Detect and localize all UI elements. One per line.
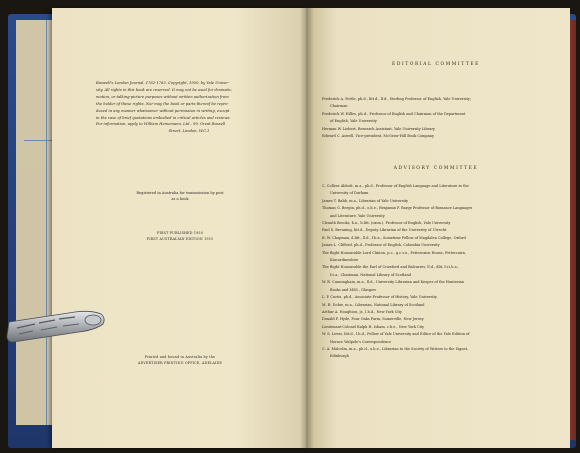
committee-member-line: M. R. Dobie, m.a., Librarian, National Library of Scotland (322, 302, 425, 307)
editorial-committee-list (322, 96, 558, 140)
printer-line: ADVERTISER PRINTING OFFICE, ADELAIDE (138, 361, 222, 365)
registration-line: Registered in Australia for transmission by post (136, 191, 224, 195)
committee-member-line: R. W. Chapman, d.litt., ll.d., f.b.a., Sometime Fellow of Magdalen College, Oxford (322, 235, 466, 240)
copyright-line: sity. All rights in this book are reserved. It may not be used for dramatic, (96, 87, 233, 92)
committee-member-line: Thomas G. Bergin, ph.d., o.b.e., Benjamin F. Barge Professor of Romance Languages (322, 206, 473, 211)
copyright-line: For information, apply to William Heinemann, Ltd., 99, Great Russell (96, 122, 226, 127)
copyright-line: motion, or talking-picture purposes without written authorization from (96, 94, 229, 99)
committee-member-line: Horace Walpole's Correspondence (330, 339, 392, 344)
committee-member-line: University of Durham (330, 191, 369, 196)
committee-member-line: Edinburgh (330, 354, 349, 359)
committee-member-line: Donald F. Hyde, Four Oaks Farm, Somerville, New Jersey (322, 317, 424, 322)
committee-member-line: Cleanth Brooks, b.a., b.litt. (oxon.), Professor of English, Yale University (322, 221, 451, 226)
committee-member-line: of English, Yale University (330, 119, 377, 124)
copyright-line: in the case of brief quotations embodied in critical articles and reviews. (96, 115, 231, 120)
copyright-notice (96, 80, 282, 135)
committee-member-line: f.s.a., Chairman, National Library of Scotland (330, 272, 411, 277)
edition-line: FIRST PUBLISHED 1950 (156, 231, 204, 235)
advisory-committee-heading: ADVISORY COMMITTEE (393, 166, 479, 171)
registration-line: as a book (171, 197, 189, 201)
committee-member-line: James T. Babb, m.a., Librarian of Yale University (322, 198, 409, 203)
committee-member-line: Edward C. Aswell, Vice-president, McGraw-Hill Book Company (322, 134, 434, 139)
metal-bookmark-clip (5, 308, 107, 348)
committee-member-line: Lieutenant-Colonel Ralph H. Isham, c.b.e., New York City (322, 324, 425, 329)
copyright-line: duced in any manner whatsoever without permission in writing, except (96, 108, 230, 113)
copyright-line: Street, London, W.C.1 (168, 129, 210, 134)
committee-member-line: W. R. Cunningham, m.a., ll.d., University Librarian and Keeper of the Hunterian (322, 280, 464, 285)
committee-member-line: W. S. Lewis, litt.d., l.h.d., Fellow of Yale University and Editor of the Yale Edition of (322, 332, 470, 337)
book-gutter (300, 8, 314, 448)
edition-history (90, 230, 270, 242)
committee-member-line: Frederick W. Hilles, ph.d., Professor of English and Chairman of the Department (322, 111, 466, 116)
advisory-committee-list (322, 183, 558, 361)
copyright-line: the holder of these rights. Nor may the book or parts thereof be repro- (96, 101, 229, 106)
left-page (52, 8, 310, 448)
committee-member-line: and Literature, Yale University (330, 213, 385, 218)
committee-member-line: Kincardineshire (330, 258, 359, 263)
editorial-committee-heading: EDITORIAL COMMITTEE (392, 62, 480, 67)
committee-member-line: James L. Clifford, ph.d., Professor of English, Columbia University (322, 243, 440, 248)
committee-member-line: C. A. Malcolm, m.a., ph.d., o.b.e., Librarian to the Society of Writers to the Signet, (322, 346, 469, 351)
committee-member-line: The Right Honourable the Earl of Crawford and Balcarres, ll.d., dlit, f.r.i.b.a., (322, 265, 459, 270)
committee-member-line: Books and MSS., Glasgow (330, 287, 377, 292)
committee-member-line: Herman W. Liebert, Research Assistant, Yale University Library (322, 126, 435, 131)
edition-line: FIRST AUSTRALIAN EDITION 1951 (146, 237, 214, 242)
committee-member-line: Arthur A. Houghton, jr., l.h.d., New York City (322, 309, 402, 314)
committee-member-line: C. Colleer Abbott, m.a., ph.d., Professor of English Language and Literature in the (322, 184, 469, 188)
postal-registration (90, 190, 270, 202)
printer-line: Printed and bound in Australia by the (144, 355, 216, 359)
committee-member-line: L. P. Curtis, ph.d., Associate Professor of History, Yale University (322, 295, 437, 300)
copyright-line: Boswell's London Journal, 1762-1763. Copyright, 1950, by Yale Univer- (96, 81, 230, 85)
printer-imprint (90, 354, 270, 366)
committee-member-line: Chairman (330, 104, 348, 109)
committee-member-line: The Right Honourable Lord Clinton, p.c., g.c.v.o., Fettercairn House, Fettercairn, (322, 250, 467, 255)
committee-member-line: Paul S. Breuning, litt.d., Deputy Librarian of the University of Utrecht (322, 228, 447, 233)
committee-member-line: Frederick A. Pottle, ph.d., litt.d., ll.d., Sterling Professor of English, Yale University; (322, 97, 472, 101)
